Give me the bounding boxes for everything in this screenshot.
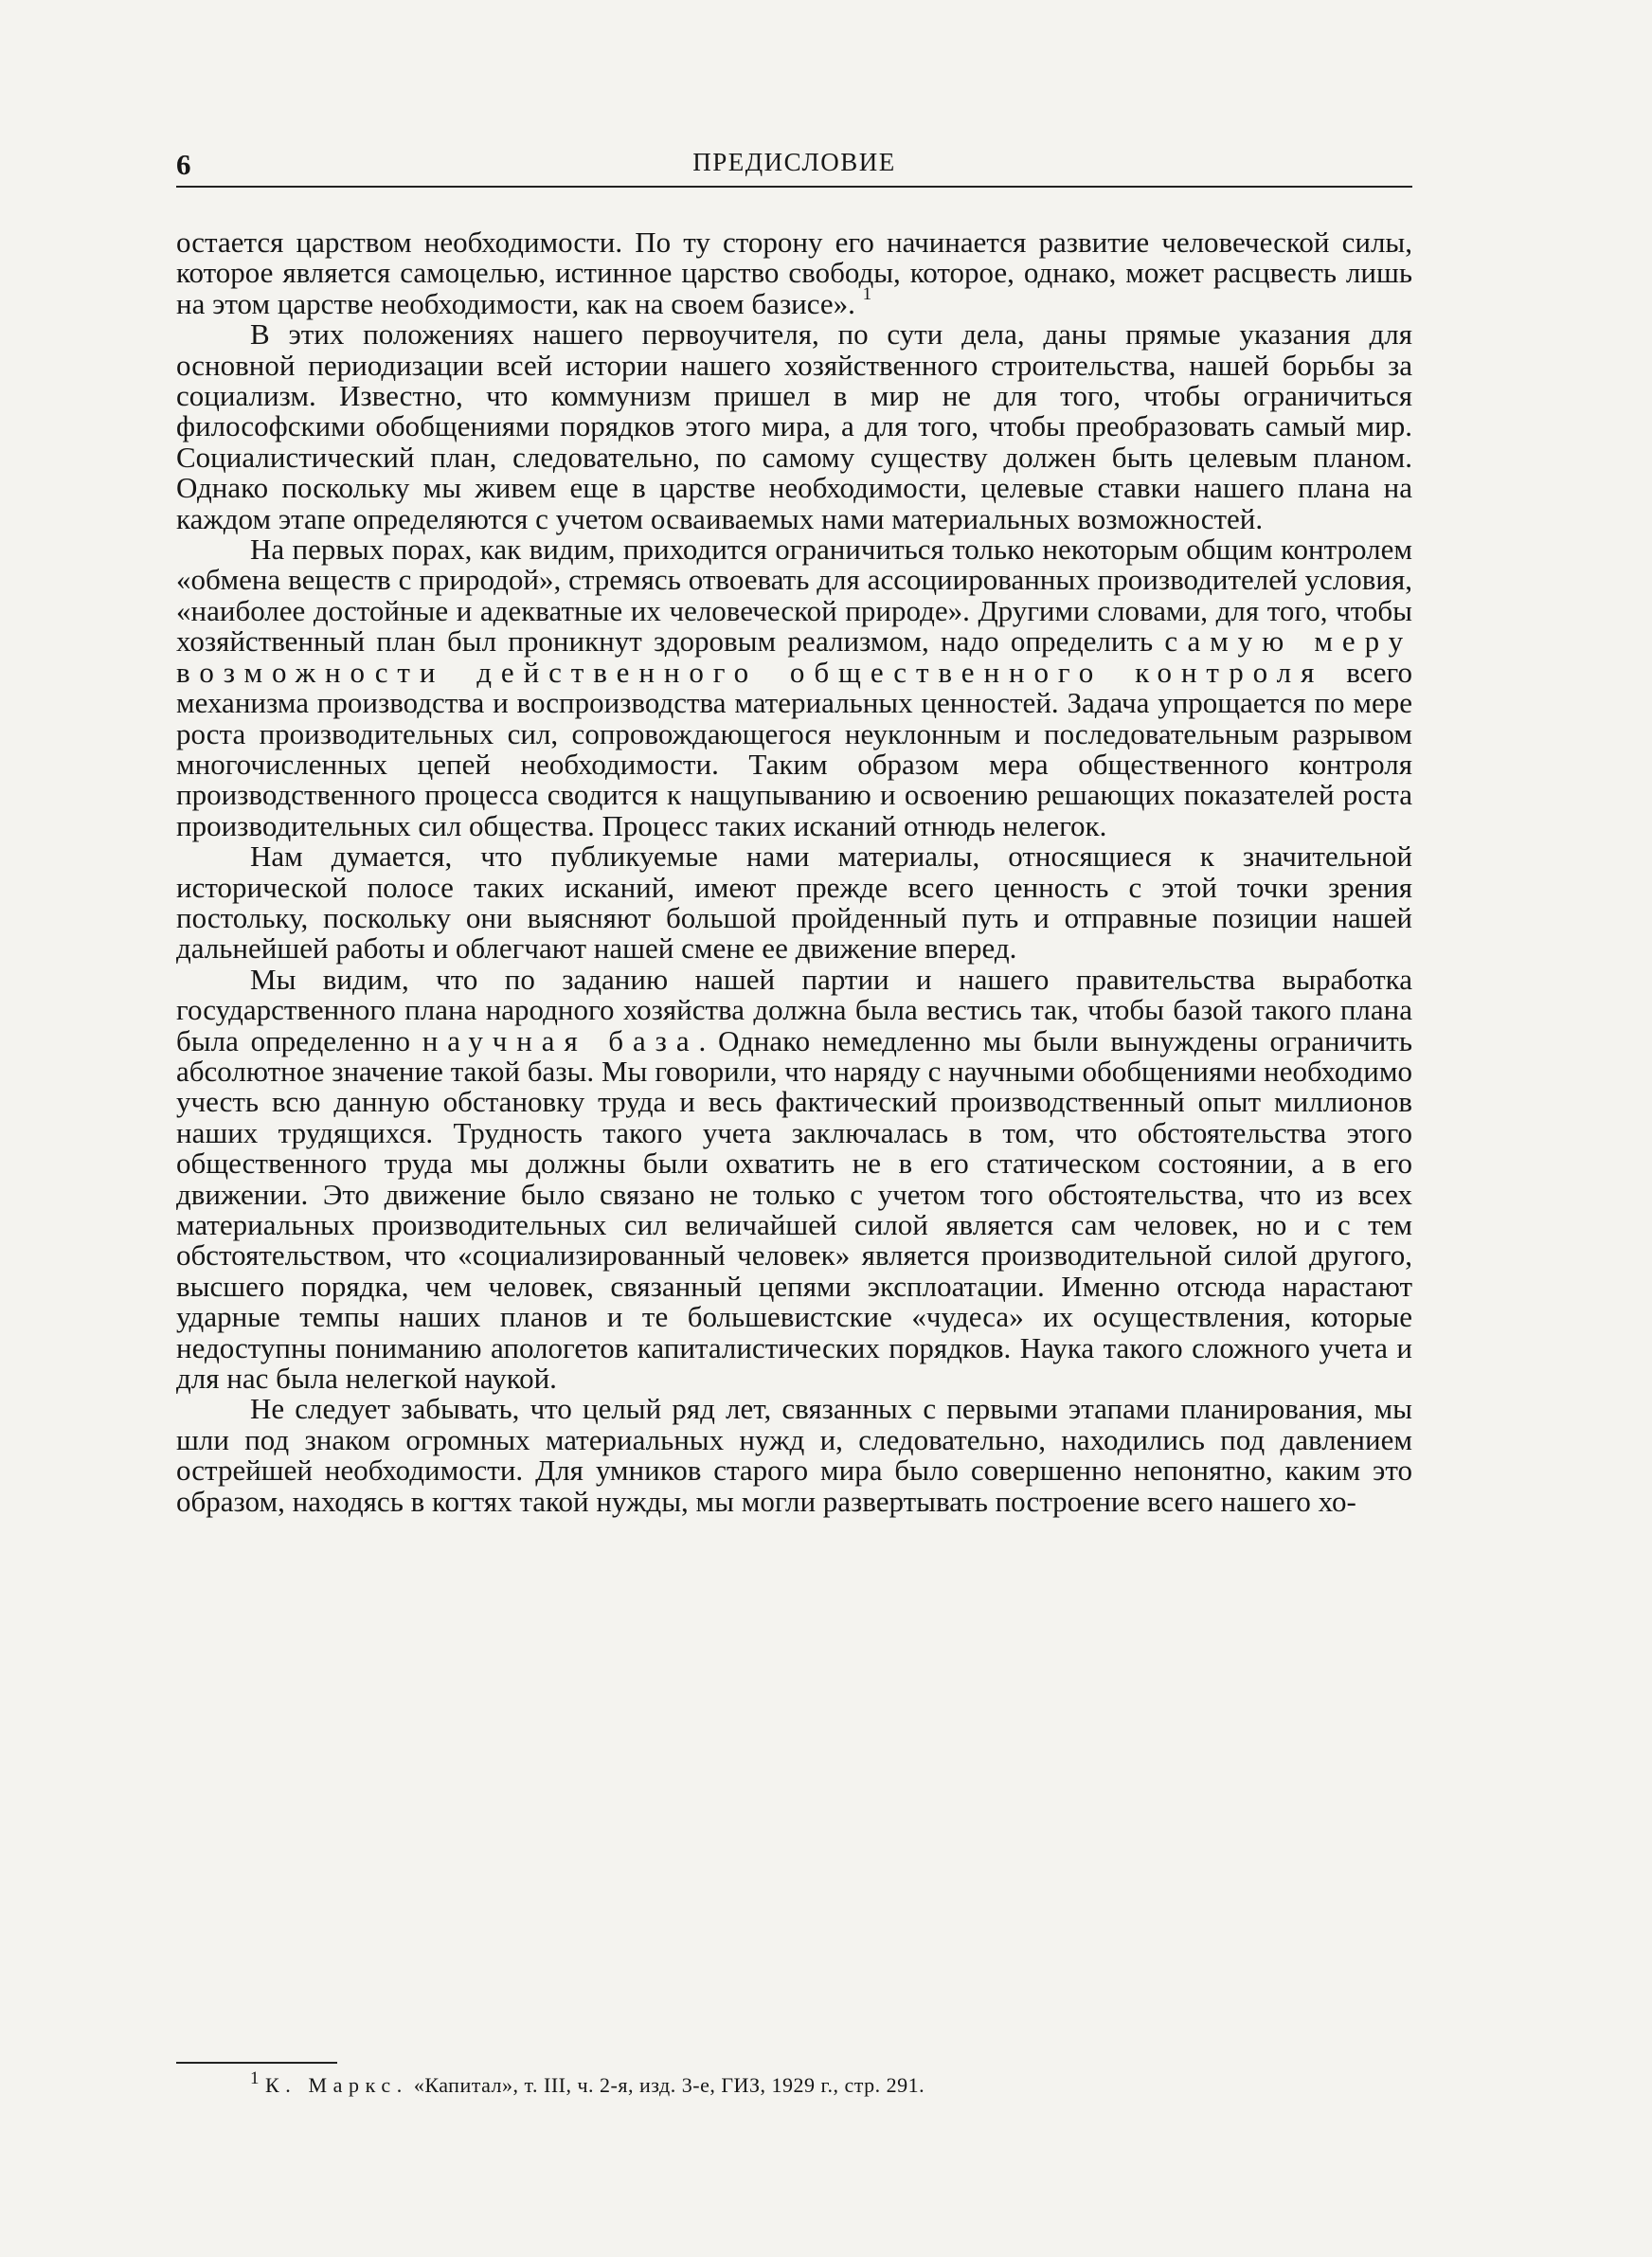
running-title: ПРЕДИСЛОВИЕ	[692, 148, 896, 176]
footnote-citation: «Капитал», т. III, ч. 2-я, изд. 3-е, ГИЗ, 1929 г., стр. 291.	[413, 2073, 925, 2097]
footnote-reference: 1	[862, 283, 872, 304]
paragraph-1	[176, 227, 1412, 319]
paragraph-2: В этих положениях нашего первоучителя, по сути дела, даны прямые указания для основной периодизации всей истории нашего хозяйственного строительства, нашей борьбы за социализм. Известно, что коммунизм пришел в мир не для того, чтобы ограничиться философскими обобщениями порядков этого мира, а для того, чтобы преобразовать самый мир. Социалистический план, следовательно, по самому существу должен быть целевым планом. Однако поскольку мы живем еще в царстве необходимости, целевые ставки нашего плана на каждом этапе определяются с учетом осваиваемых нами материальных возможностей.	[176, 317, 1412, 535]
footnote-divider	[176, 2062, 337, 2064]
paragraph-5	[176, 962, 1412, 1396]
paragraph-3-text-before: На первых порах, как видим, приходится ограничиться только некоторым общим контролем «обмена веществ с природой», стремясь отвоевать для ассоциированных производителей условия, «наиболее достойные и адекватные их человеческой природе». Другими словами, для того, чтобы хозяйственный план был проникнут здоровым реализмом, надо определить	[176, 533, 1412, 659]
paragraph-5-text-before: Мы видим, что по заданию нашей партии и нашего правительства выработка государственного плана народного хозяйства должна была вестись так, чтобы базой такого плана была определенно	[176, 962, 1412, 1057]
footnote-author: К. Маркс.	[265, 2073, 408, 2097]
paragraph-3-emphasis: самую меру возможности действенного общественного контроля	[176, 624, 1412, 689]
paragraph-3-text-after: всего механизма производства и воспроизводства материальных ценностей. Задача упрощается по мере роста производительных сил, сопровождающегося неуклонным и последовательным разрывом многочисленных цепей необходимости. Таким образом мера общественного контроля производственного процесса сводится к нащупыванию и освоению решающих показателей роста производительных сил общества. Процесс таких исканий отнюдь нелегок.	[176, 655, 1412, 842]
footnote	[250, 2068, 925, 2098]
paragraph-5-emphasis: научная база	[422, 1023, 699, 1057]
page-number: 6	[176, 148, 191, 181]
paragraph-4: Нам думается, что публикуемые нами материалы, относящиеся к значительной исторической полосе таких исканий, имеют прежде всего ценность с этой точки зрения постольку, поскольку они выясняют большой пройденный путь и отправные позиции нашей дальнейшей работы и облегчают нашей смене ее движение вперед.	[176, 840, 1412, 966]
footnote-marker: 1	[250, 2068, 260, 2088]
running-header	[176, 142, 1412, 188]
paragraph-6: Не следует забывать, что целый ряд лет, связанных с первыми этапами планирования, мы шли под знаком огромных материальных нужд и, следовательно, находились под давлением острейшей необходимости. Для умников старого мира было совершенно непонятно, каким это образом, находясь в когтях такой нужды, мы могли развертывать построение всего нашего хо-	[176, 1392, 1412, 1518]
body-text	[176, 227, 1412, 1517]
paragraph-3	[176, 534, 1412, 841]
paragraph-5-text-after: . Однако немедленно мы были вынуждены ограничить абсолютное значение такой базы. Мы говорили, что наряду с научными обобщениями необходимо учесть всю данную обстановку труда и весь фактический производственный опыт миллионов наших трудящихся. Трудность такого учета заключалась в том, что обстоятельства этого общественного труда мы должны были охватить не в его статическом состоянии, а в его движении. Это движение было связано не только с учетом того обстоятельства, что из всех материальных производительных сил величайшей силой является сам человек, но и с тем обстоятельством, что «социализированный человек» является производительной силой другого, высшего порядка, чем человек, связанный цепями эксплоатации. Именно отсюда нарастают ударные темпы наших планов и те большевистские «чудеса» их осуществления, которые недоступны пониманию апологетов капиталистических порядков. Наука такого сложного учета и для нас была нелегкой наукой.	[176, 1023, 1412, 1396]
paragraph-1-text: остается царством необходимости. По ту сторону его начинается развитие человеческой силы, которое является самоцелью, истинное царство свободы, которое, однако, может расцвесть лишь на этом царстве необходимости, как на своем базисе».	[176, 226, 1412, 320]
